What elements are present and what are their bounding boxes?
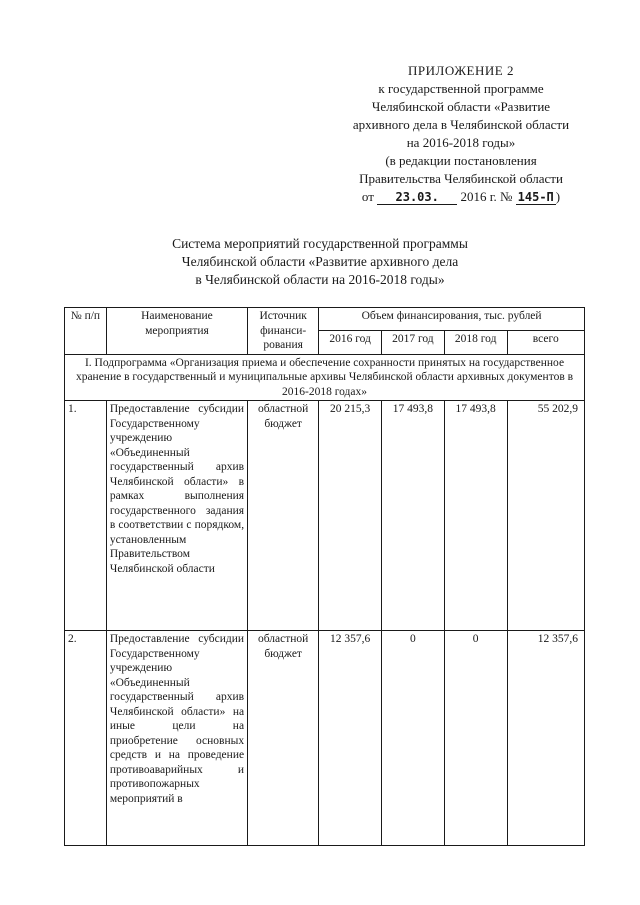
appendix-line: к государственной программе (378, 81, 544, 96)
header-num: № п/п (65, 308, 107, 355)
row-value-2018: 17 493,8 (444, 401, 507, 631)
header-2016: 2016 год (319, 331, 382, 354)
appendix-line: Челябинской области «Развитие (371, 99, 551, 114)
row-source: областной бюджет (248, 631, 319, 846)
date-prefix: от (361, 189, 374, 204)
appendix-heading: ПРИЛОЖЕНИЕ 2 (408, 63, 514, 78)
title-line: Система мероприятий государственной программы (172, 236, 468, 251)
year-text: 2016 г. № (460, 189, 513, 204)
measures-table (64, 307, 585, 846)
table-row (65, 631, 585, 846)
section-row (65, 354, 585, 401)
resolution-number: 145-П (517, 190, 554, 204)
resolution-date: 23.03. (377, 190, 457, 205)
resolution-date-line (326, 188, 596, 206)
header-2018: 2018 год (444, 331, 507, 354)
row-number: 1. (65, 401, 107, 631)
appendix-block (326, 62, 596, 206)
appendix-line: Правительства Челябинской области (359, 171, 563, 186)
header-source: Источник финанси-рования (248, 308, 319, 355)
header-row (65, 308, 585, 331)
row-value-2016: 12 357,6 (319, 631, 382, 846)
appendix-line: (в редакции постановления (385, 153, 537, 168)
row-source: областной бюджет (248, 401, 319, 631)
appendix-line: на 2016-2018 годы» (406, 135, 516, 150)
table-row (65, 401, 585, 631)
row-measure-name: Предоставление субсидии Государственному учреждению «Объединенный государственный архив Челябинской области» в рамках выполнения государственного задания в соответствии с порядком, установленным Правительством Челябинской области (106, 401, 247, 631)
row-value-2018: 0 (444, 631, 507, 846)
row-value-total: 55 202,9 (507, 401, 584, 631)
row-number: 2. (65, 631, 107, 846)
row-value-2017: 17 493,8 (381, 401, 444, 631)
row-value-2016: 20 215,3 (319, 401, 382, 631)
header-2017: 2017 год (381, 331, 444, 354)
title-line: в Челябинской области на 2016-2018 годы» (195, 272, 445, 287)
row-measure-name: Предоставление субсидии Государственному учреждению «Объединенный государственный архив Челябинской области» на иные цели на приобретение основных средств и на проведение противоаварийных и противопожарных мероприятий в (106, 631, 247, 846)
appendix-line: архивного дела в Челябинской области (352, 117, 570, 132)
row-value-2017: 0 (381, 631, 444, 846)
subprogram-title: I. Подпрограмма «Организация приема и обеспечение сохранности принятых на государственное хранение в государственный и муниципальные архивы Челябинской области архивных документов в 2016-2018 годах» (65, 354, 585, 401)
document-title (120, 235, 520, 289)
closing-paren: ) (555, 189, 561, 204)
header-total: всего (507, 331, 584, 354)
title-line: Челябинской области «Развитие архивного дела (181, 254, 459, 269)
header-name: Наименование мероприятия (106, 308, 247, 355)
row-value-total: 12 357,6 (507, 631, 584, 846)
header-funding: Объем финансирования, тыс. рублей (319, 308, 585, 331)
